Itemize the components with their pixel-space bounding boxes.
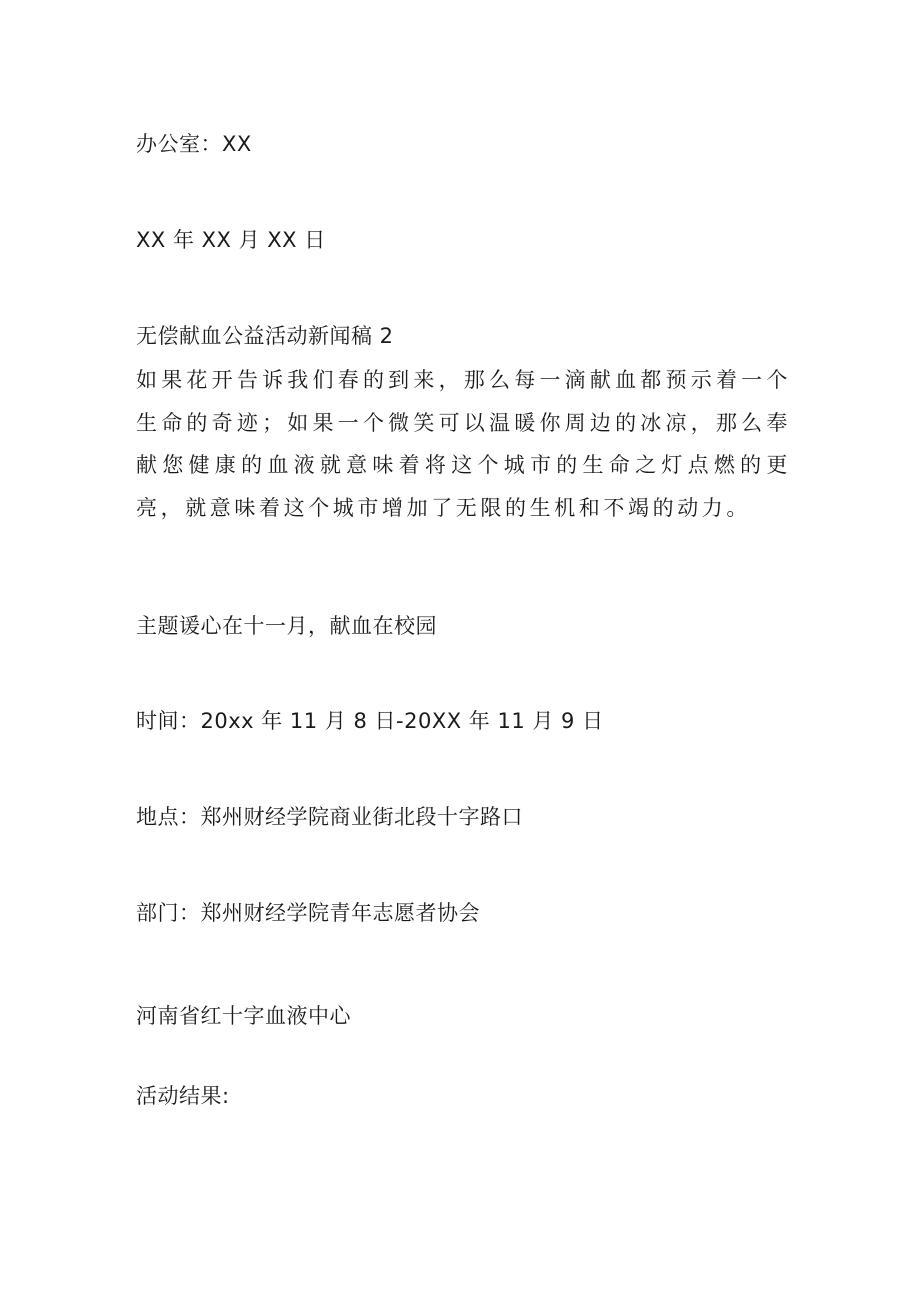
intro-paragraph: 如果花开告诉我们春的到来，那么每一滴献血都预示着一个生命的奇迹；如果一个微笑可以温暖你周边的冰凉，那么奉献您健康的血液就意味着将这个城市的生命之灯点燃的更亮，就意味着这个城市增加了无限的生机和不竭的动力。: [136, 368, 791, 520]
result-label: 活动结果:: [136, 1084, 230, 1108]
time-line: 时间：20xx 年 11 月 8 日-20XX 年 11 月 9 日: [136, 709, 604, 733]
article-title: 无偿献血公益活动新闻稿 2: [136, 324, 394, 348]
department-line: 部门：郑州财经学院青年志愿者协会: [136, 901, 480, 925]
location-line: 地点：郑州财经学院商业街北段十字路口: [136, 805, 523, 829]
date-line: XX 年 XX 月 XX 日: [136, 228, 326, 252]
office-line: 办公室：XX: [136, 132, 252, 156]
organization-line: 河南省红十字血液中心: [136, 1004, 351, 1028]
theme-line: 主题谖心在十一月，献血在校园: [136, 614, 437, 638]
